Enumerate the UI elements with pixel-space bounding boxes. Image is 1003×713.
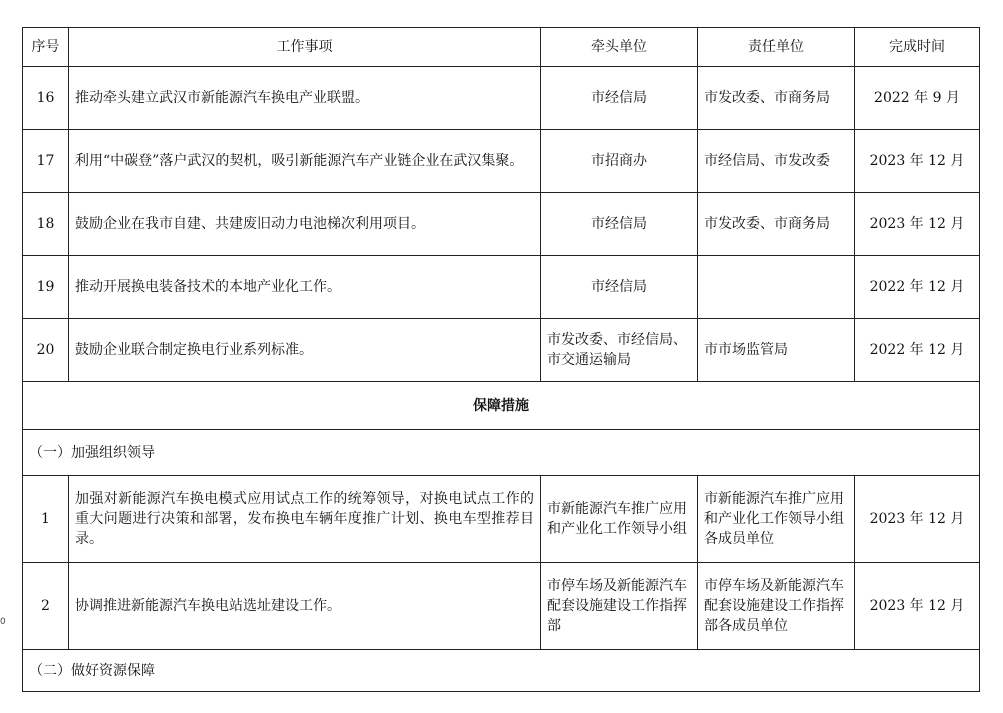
- row-lead: 市新能源汽车推广应用和产业化工作领导小组: [541, 476, 698, 563]
- section-row: [23, 382, 980, 430]
- row-date: 2023 年 12 月: [855, 563, 980, 650]
- table-row: [23, 130, 980, 193]
- header-lead: 牵头单位: [541, 28, 698, 67]
- row-lead: 市经信局: [541, 256, 698, 319]
- table-row: [23, 319, 980, 382]
- row-lead: 市经信局: [541, 67, 698, 130]
- row-lead: 市招商办: [541, 130, 698, 193]
- row-num: 20: [23, 319, 69, 382]
- row-date: 2022 年 12 月: [855, 256, 980, 319]
- row-date: 2023 年 12 月: [855, 193, 980, 256]
- table-row: [23, 563, 980, 650]
- row-resp: 市市场监管局: [698, 319, 855, 382]
- row-task: 利用“中碳登”落户武汉的契机，吸引新能源汽车产业链企业在武汉集聚。: [69, 130, 541, 193]
- row-resp: 市发改委、市商务局: [698, 67, 855, 130]
- subsection-row: [23, 430, 980, 476]
- row-task: 推动牵头建立武汉市新能源汽车换电产业联盟。: [69, 67, 541, 130]
- row-resp: 市新能源汽车推广应用和产业化工作领导小组各成员单位: [698, 476, 855, 563]
- row-resp: 市发改委、市商务局: [698, 193, 855, 256]
- row-resp: [698, 256, 855, 319]
- row-task: 鼓励企业在我市自建、共建废旧动力电池梯次利用项目。: [69, 193, 541, 256]
- table-row: [23, 476, 980, 563]
- row-date: 2023 年 12 月: [855, 130, 980, 193]
- page-edge-mark: 0: [0, 617, 6, 627]
- row-task: 鼓励企业联合制定换电行业系列标准。: [69, 319, 541, 382]
- row-lead: 市发改委、市经信局、市交通运输局: [541, 319, 698, 382]
- row-date: 2022 年 12 月: [855, 319, 980, 382]
- header-resp: 责任单位: [698, 28, 855, 67]
- table-row: [23, 193, 980, 256]
- header-task: 工作事项: [69, 28, 541, 67]
- row-num: 17: [23, 130, 69, 193]
- row-resp: 市停车场及新能源汽车配套设施建设工作指挥部各成员单位: [698, 563, 855, 650]
- row-num: 18: [23, 193, 69, 256]
- section-title: 保障措施: [23, 382, 980, 430]
- header-num: 序号: [23, 28, 69, 67]
- row-task: 推动开展换电装备技术的本地产业化工作。: [69, 256, 541, 319]
- task-table: [22, 27, 980, 692]
- row-date: 2022 年 9 月: [855, 67, 980, 130]
- row-resp: 市经信局、市发改委: [698, 130, 855, 193]
- row-num: 19: [23, 256, 69, 319]
- subsection-title: （一）加强组织领导: [23, 430, 980, 476]
- header-date: 完成时间: [855, 28, 980, 67]
- row-num: 2: [23, 563, 69, 650]
- row-task: 加强对新能源汽车换电模式应用试点工作的统筹领导，对换电试点工作的重大问题进行决策和部署，发布换电车辆年度推广计划、换电车型推荐目录。: [69, 476, 541, 563]
- row-num: 1: [23, 476, 69, 563]
- row-lead: 市停车场及新能源汽车配套设施建设工作指挥部: [541, 563, 698, 650]
- row-num: 16: [23, 67, 69, 130]
- row-task: 协调推进新能源汽车换电站选址建设工作。: [69, 563, 541, 650]
- table-row: [23, 256, 980, 319]
- subsection-row: [23, 650, 980, 692]
- subsection-title: （二）做好资源保障: [23, 650, 980, 692]
- table-header-row: [23, 28, 980, 67]
- row-lead: 市经信局: [541, 193, 698, 256]
- row-date: 2023 年 12 月: [855, 476, 980, 563]
- table-row: [23, 67, 980, 130]
